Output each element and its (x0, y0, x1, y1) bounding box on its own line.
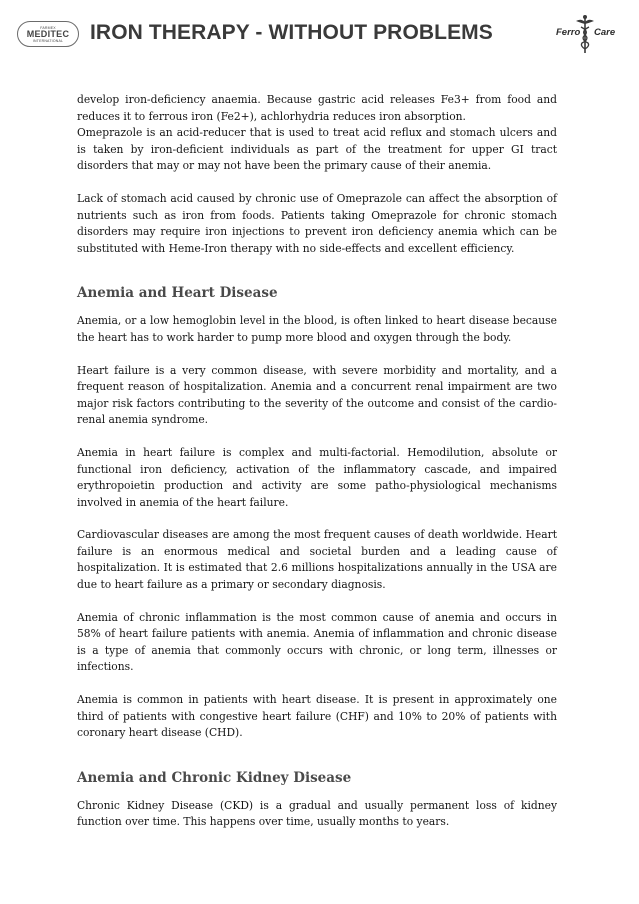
paragraph-ckd: Chronic Kidney Disease (CKD) is a gradual and usually permanent loss of kidney function over time. This happens over time, usually months to years. (77, 798, 557, 829)
heading-anemia-heart-disease: Anemia and Heart Disease (77, 285, 278, 302)
paragraph-heart-failure: Heart failure is a very common disease, with severe morbidity and mortality, and a frequent reason of hospitalization. Anemia and a concurrent renal impairment are two major risk factors contributing to the severity of the outcome and consist of the cardio-renal anemia syndrome. (77, 363, 557, 427)
page-header (0, 0, 639, 60)
paragraph-low-hemoglobin: Anemia, or a low hemoglobin level in the blood, is often linked to heart disease because the heart has to work harder to pump more blood and oxygen through the body. (77, 314, 557, 344)
page-title: IRON THERAPY - WITHOUT PROBLEMS (90, 21, 493, 44)
paragraph-multifactorial: Anemia in heart failure is complex and multi-factorial. Hemodilution, absolute or functional iron deficiency, activation of the inflammatory cascade, and impaired erythropoietin production and activity are some patho-physiological mechanisms involved in anemia of the heart failure. (77, 445, 557, 509)
paragraph-stomach-acid: Lack of stomach acid caused by chronic use of Omeprazole can affect the absorption of nutrients such as iron from foods. Patients taking Omeprazole for chronic stomach disorders may require iron injections to prevent iron deficiency anemia which can be substituted with Heme-Iron therapy with no side-effects and excellent efficiency. (77, 191, 557, 255)
page-body (77, 92, 557, 831)
ferro-logo-text-left: Ferro (556, 27, 581, 38)
paragraph-omeprazole: Omeprazole is an acid-reducer that is used to treat acid reflux and stomach ulcers and is taken by iron-deficient individuals as part of the treatment for upper GI tract disorders that may or may not have been the primary cause of their anemia. (77, 126, 557, 173)
meditec-logo-name: MEDITEC (26, 28, 70, 39)
meditec-logo-bottom-text: INTERNATIONAL (32, 38, 64, 43)
paragraph-gastric-acid: develop iron-deficiency anaemia. Because gastric acid releases Fe3+ from food and reduces it to ferrous iron (Fe2+), achlorhydria reduces iron absorption. (77, 93, 557, 123)
meditec-logo-top-text: FARMEX (40, 25, 56, 30)
ferrocare-logo (554, 14, 618, 54)
paragraph-chf-chd: Anemia is common in patients with heart disease. It is present in approximately one third of patients with congestive heart failure (CHF) and 10% to 20% of patients with coronary heart disease (CHD). (77, 693, 557, 740)
meditec-logo (17, 21, 79, 47)
paragraph-cardiovascular: Cardiovascular diseases are among the most frequent causes of death worldwide. Heart failure is an enormous medical and societal burden and a leading cause of hospitalization. It is estimated that 2.6 millions hospitalizations annually in the USA are due to heart failure as a primary or secondary diagnosis. (77, 528, 557, 592)
heading-anemia-ckd: Anemia and Chronic Kidney Disease (77, 769, 352, 786)
paragraph-chronic-inflammation: Anemia of chronic inflammation is the most common cause of anemia and occurs in 58% of heart failure patients with anemia. Anemia of inflammation and chronic disease is a type of anemia that commonly occurs with chronic, or long term, illnesses or infections. (77, 610, 557, 674)
ferro-logo-text-right: Care (594, 27, 616, 38)
